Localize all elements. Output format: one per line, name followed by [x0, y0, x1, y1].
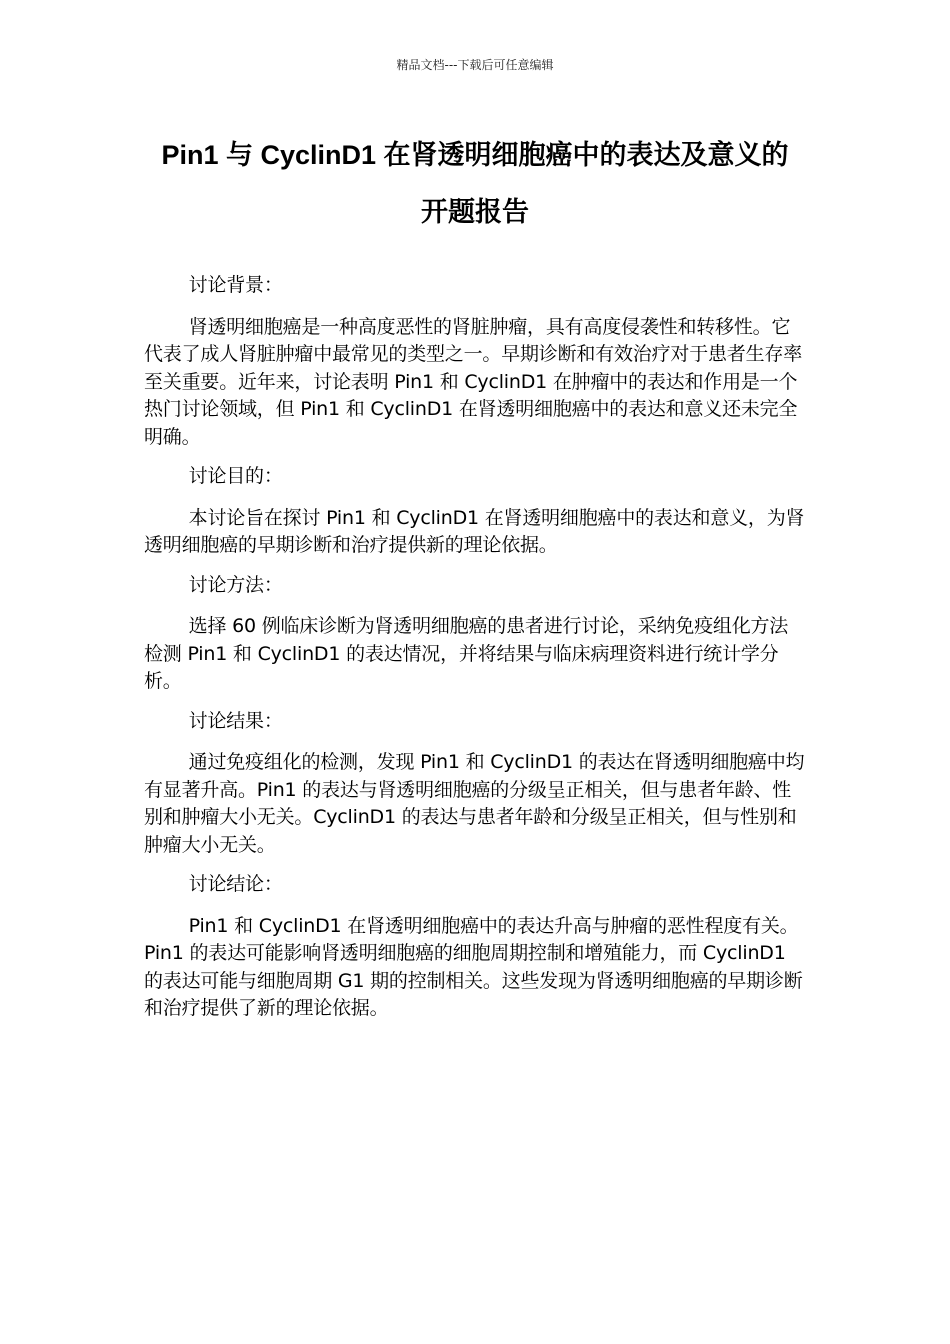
- section-heading-purpose: 讨论目的：: [188, 465, 283, 487]
- document-body: [144, 272, 806, 1035]
- title-line-2: 开题报告: [421, 197, 529, 227]
- section-body-purpose: 本讨论旨在探讨 Pin1 和 CyclinD1 在肾透明细胞癌中的表达和意义，为肾透明细胞癌的早期诊断和治疗提供新的理论依据。: [144, 506, 805, 556]
- title-line-1: Pin1 与 CyclinD1 在肾透明细胞癌中的表达及意义的: [161, 140, 789, 170]
- page-header-note: 精品文档---下载后可任意编辑: [396, 58, 554, 72]
- section-heading-conclusion: 讨论结论：: [188, 873, 283, 895]
- section-body-background: 肾透明细胞癌是一种高度恶性的肾脏肿瘤，具有高度侵袭性和转移性。它代表了成人肾脏肿瘤中最常见的类型之一。早期诊断和有效治疗对于患者生存率至关重要。近年来，讨论表明 Pin1 和 CyclinD1 在肿瘤中的表达和作用是一个热门讨论领域，但 Pin1 和 CyclinD1 在肾透明细胞癌中的表达和意义还未完全明确。: [144, 315, 803, 448]
- section-heading-background: 讨论背景：: [188, 274, 283, 296]
- document-title: [120, 127, 830, 241]
- section-heading-methods: 讨论方法：: [188, 573, 283, 596]
- section-body-conclusion: Pin1 和 CyclinD1 在肾透明细胞癌中的表达升高与肿瘤的恶性程度有关。Pin1 的表达可能影响肾透明细胞癌的细胞周期控制和增殖能力，而 CyclinD1 的表达可能与细胞周期 G1 期的控制相关。这些发现为肾透明细胞癌的早期诊断和治疗提供了新的理论依据。: [144, 914, 803, 1019]
- section-body-results: 通过免疫组化的检测，发现 Pin1 和 CyclinD1 的表达在肾透明细胞癌中均有显著升高。Pin1 的表达与肾透明细胞癌的分级呈正相关，但与患者年龄、性别和肿瘤大小无关。CyclinD1 的表达与患者年龄和分级呈正相关，但与性别和肿瘤大小无关。: [144, 751, 805, 856]
- section-heading-results: 讨论结果：: [188, 709, 283, 732]
- section-body-methods: 选择 60 例临床诊断为肾透明细胞癌的患者进行讨论，采纳免疫组化方法检测 Pin1 和 CyclinD1 的表达情况，并将结果与临床病理资料进行统计学分析。: [144, 615, 789, 692]
